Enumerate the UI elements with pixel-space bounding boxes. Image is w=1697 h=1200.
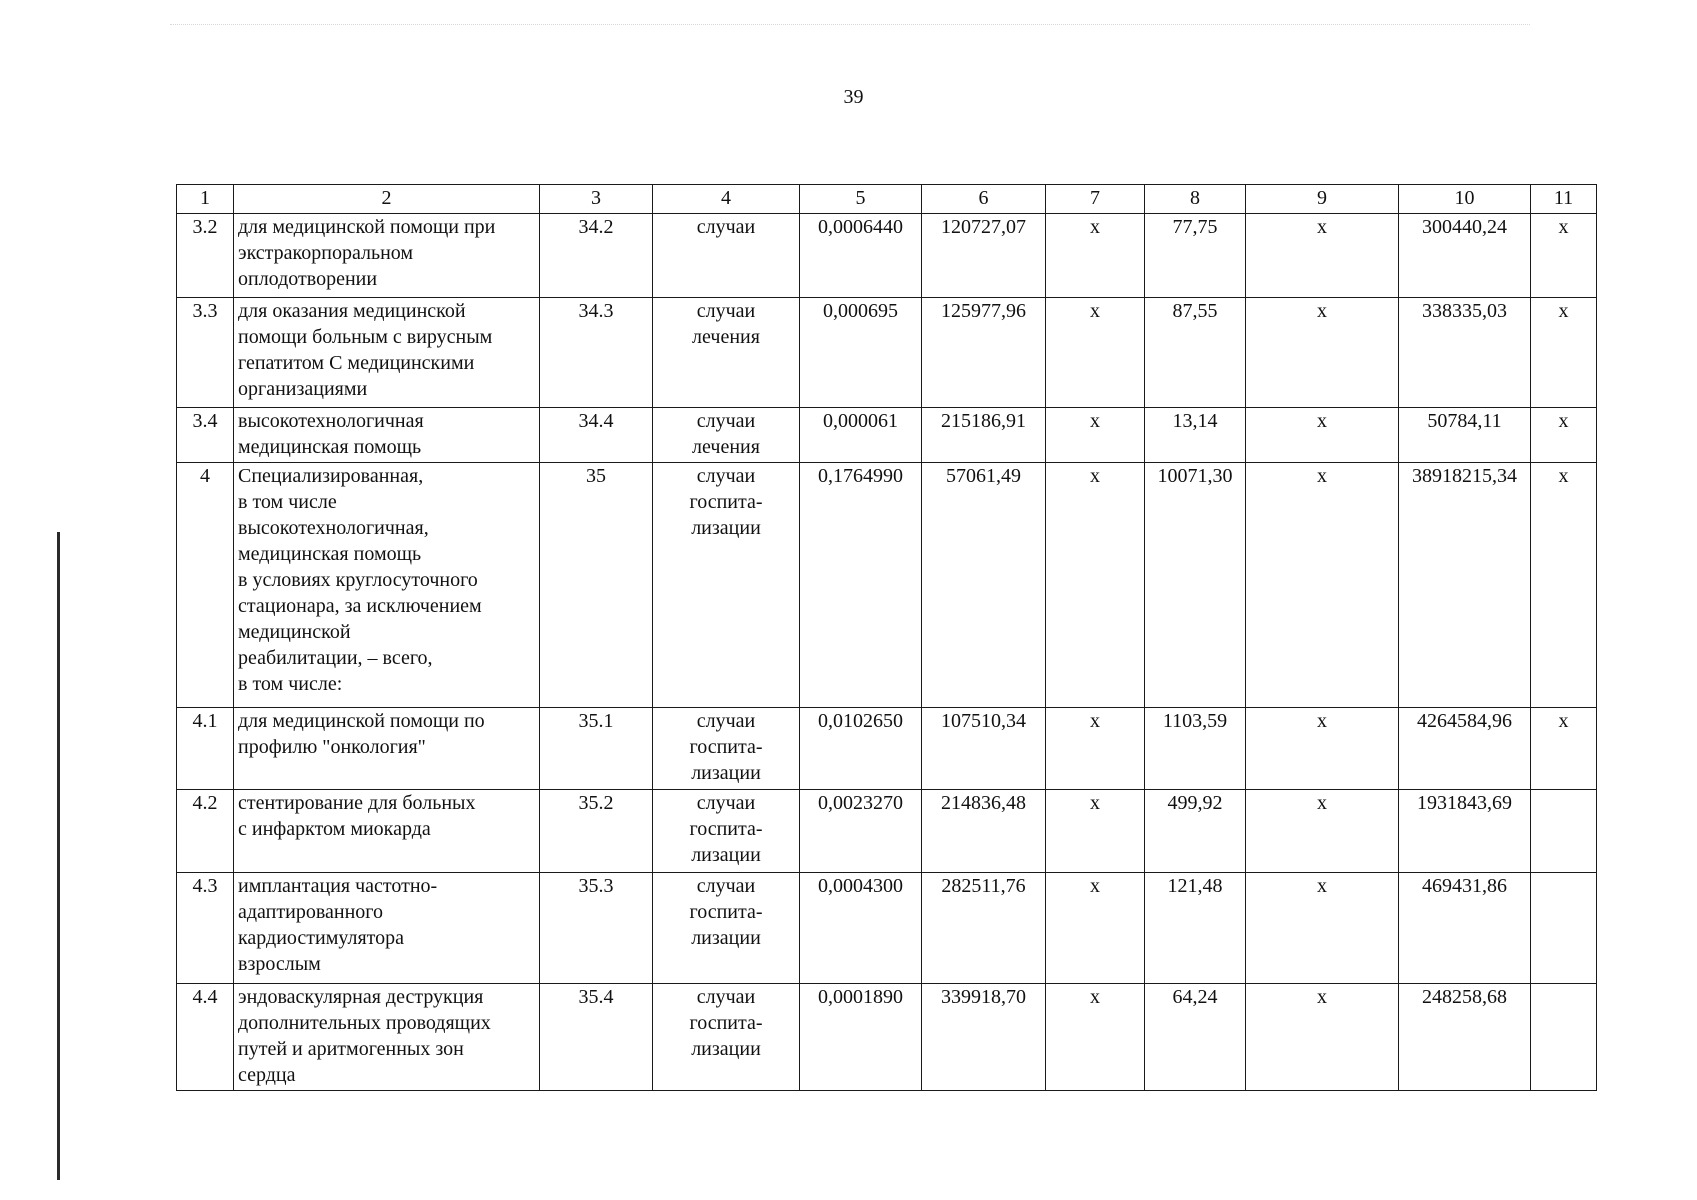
row-number: 4 xyxy=(177,463,234,708)
row-value-9: x xyxy=(1246,984,1399,1091)
row-value-7: x xyxy=(1046,790,1145,873)
row-value-7: x xyxy=(1046,298,1145,408)
column-header: 6 xyxy=(922,185,1046,214)
column-header: 7 xyxy=(1046,185,1145,214)
row-name: для медицинской помощи по профилю "онкология" xyxy=(234,708,540,790)
row-value-10: 4264584,96 xyxy=(1399,708,1531,790)
table-row xyxy=(177,790,1597,873)
row-value-9: x xyxy=(1246,873,1399,984)
row-unit: случаи лечения xyxy=(653,298,800,408)
table-row xyxy=(177,214,1597,298)
row-value-6: 107510,34 xyxy=(922,708,1046,790)
row-number: 4.4 xyxy=(177,984,234,1091)
column-header: 10 xyxy=(1399,185,1531,214)
row-value-11: x xyxy=(1531,708,1597,790)
row-code: 35.2 xyxy=(540,790,653,873)
row-value-8: 87,55 xyxy=(1145,298,1246,408)
row-value-11 xyxy=(1531,873,1597,984)
row-value-8: 121,48 xyxy=(1145,873,1246,984)
row-code: 35.4 xyxy=(540,984,653,1091)
row-value-6: 282511,76 xyxy=(922,873,1046,984)
row-value-8: 499,92 xyxy=(1145,790,1246,873)
row-name: высокотехнологичная медицинская помощь xyxy=(234,408,540,463)
row-code: 35 xyxy=(540,463,653,708)
table-row xyxy=(177,408,1597,463)
row-value-7: x xyxy=(1046,214,1145,298)
row-value-11: x xyxy=(1531,408,1597,463)
row-value-6: 57061,49 xyxy=(922,463,1046,708)
row-number: 3.4 xyxy=(177,408,234,463)
table-header-row xyxy=(177,185,1597,214)
row-code: 34.4 xyxy=(540,408,653,463)
scan-edge-line xyxy=(57,532,60,1180)
row-value-11 xyxy=(1531,790,1597,873)
row-value-10: 38918215,34 xyxy=(1399,463,1531,708)
row-code: 35.3 xyxy=(540,873,653,984)
row-code: 35.1 xyxy=(540,708,653,790)
row-value-10: 338335,03 xyxy=(1399,298,1531,408)
row-value-10: 300440,24 xyxy=(1399,214,1531,298)
row-number: 4.1 xyxy=(177,708,234,790)
row-value-8: 1103,59 xyxy=(1145,708,1246,790)
row-value-7: x xyxy=(1046,463,1145,708)
row-value-8: 64,24 xyxy=(1145,984,1246,1091)
table-row xyxy=(177,463,1597,708)
row-value-8: 77,75 xyxy=(1145,214,1246,298)
column-header: 8 xyxy=(1145,185,1246,214)
row-value-11 xyxy=(1531,984,1597,1091)
row-value-7: x xyxy=(1046,873,1145,984)
row-value-7: x xyxy=(1046,708,1145,790)
row-value-9: x xyxy=(1246,214,1399,298)
row-value-10: 248258,68 xyxy=(1399,984,1531,1091)
row-value-6: 125977,96 xyxy=(922,298,1046,408)
column-header: 5 xyxy=(800,185,922,214)
row-value-11: x xyxy=(1531,214,1597,298)
row-value-6: 214836,48 xyxy=(922,790,1046,873)
column-header: 4 xyxy=(653,185,800,214)
row-number: 4.2 xyxy=(177,790,234,873)
row-value-5: 0,0023270 xyxy=(800,790,922,873)
row-value-10: 1931843,69 xyxy=(1399,790,1531,873)
row-value-7: x xyxy=(1046,984,1145,1091)
row-value-5: 0,000695 xyxy=(800,298,922,408)
data-table xyxy=(176,184,1597,1091)
row-value-9: x xyxy=(1246,790,1399,873)
row-value-6: 120727,07 xyxy=(922,214,1046,298)
row-value-9: x xyxy=(1246,463,1399,708)
row-value-5: 0,1764990 xyxy=(800,463,922,708)
row-unit: случаи госпита- лизации xyxy=(653,873,800,984)
table-row xyxy=(177,873,1597,984)
row-value-9: x xyxy=(1246,408,1399,463)
column-header: 2 xyxy=(234,185,540,214)
row-value-5: 0,0006440 xyxy=(800,214,922,298)
column-header: 9 xyxy=(1246,185,1399,214)
row-value-11: x xyxy=(1531,298,1597,408)
row-name: для медицинской помощи при экстракорпоральном оплодотворении xyxy=(234,214,540,298)
column-header: 11 xyxy=(1531,185,1597,214)
row-unit: случаи лечения xyxy=(653,408,800,463)
row-value-8: 10071,30 xyxy=(1145,463,1246,708)
column-header: 1 xyxy=(177,185,234,214)
row-value-11: x xyxy=(1531,463,1597,708)
row-unit: случаи xyxy=(653,214,800,298)
table-row xyxy=(177,298,1597,408)
row-number: 4.3 xyxy=(177,873,234,984)
scan-noise xyxy=(170,24,1530,26)
row-value-8: 13,14 xyxy=(1145,408,1246,463)
row-name: имплантация частотно- адаптированного кардиостимулятора взрослым xyxy=(234,873,540,984)
table-row xyxy=(177,708,1597,790)
row-number: 3.3 xyxy=(177,298,234,408)
row-value-5: 0,0001890 xyxy=(800,984,922,1091)
row-value-10: 50784,11 xyxy=(1399,408,1531,463)
column-header: 3 xyxy=(540,185,653,214)
row-value-9: x xyxy=(1246,298,1399,408)
row-unit: случаи госпита- лизации xyxy=(653,708,800,790)
row-unit: случаи госпита- лизации xyxy=(653,790,800,873)
row-value-9: x xyxy=(1246,708,1399,790)
row-value-10: 469431,86 xyxy=(1399,873,1531,984)
row-value-5: 0,0102650 xyxy=(800,708,922,790)
row-number: 3.2 xyxy=(177,214,234,298)
row-value-5: 0,0004300 xyxy=(800,873,922,984)
row-value-5: 0,000061 xyxy=(800,408,922,463)
row-value-7: x xyxy=(1046,408,1145,463)
row-name: Специализированная, в том числе высокотехнологичная, медицинская помощь в условиях круглосуточного стационара, за исключением медицинской реабилитации, – всего, в том числе: xyxy=(234,463,540,708)
row-code: 34.3 xyxy=(540,298,653,408)
row-value-6: 339918,70 xyxy=(922,984,1046,1091)
table-row xyxy=(177,984,1597,1091)
row-value-6: 215186,91 xyxy=(922,408,1046,463)
row-code: 34.2 xyxy=(540,214,653,298)
row-name: стентирование для больных с инфарктом миокарда xyxy=(234,790,540,873)
row-name: эндоваскулярная деструкция дополнительных проводящих путей и аритмогенных зон сердца xyxy=(234,984,540,1091)
row-unit: случаи госпита- лизации xyxy=(653,463,800,708)
row-unit: случаи госпита- лизации xyxy=(653,984,800,1091)
page-number: 39 xyxy=(843,86,864,108)
row-name: для оказания медицинской помощи больным с вирусным гепатитом С медицинскими организациями xyxy=(234,298,540,408)
